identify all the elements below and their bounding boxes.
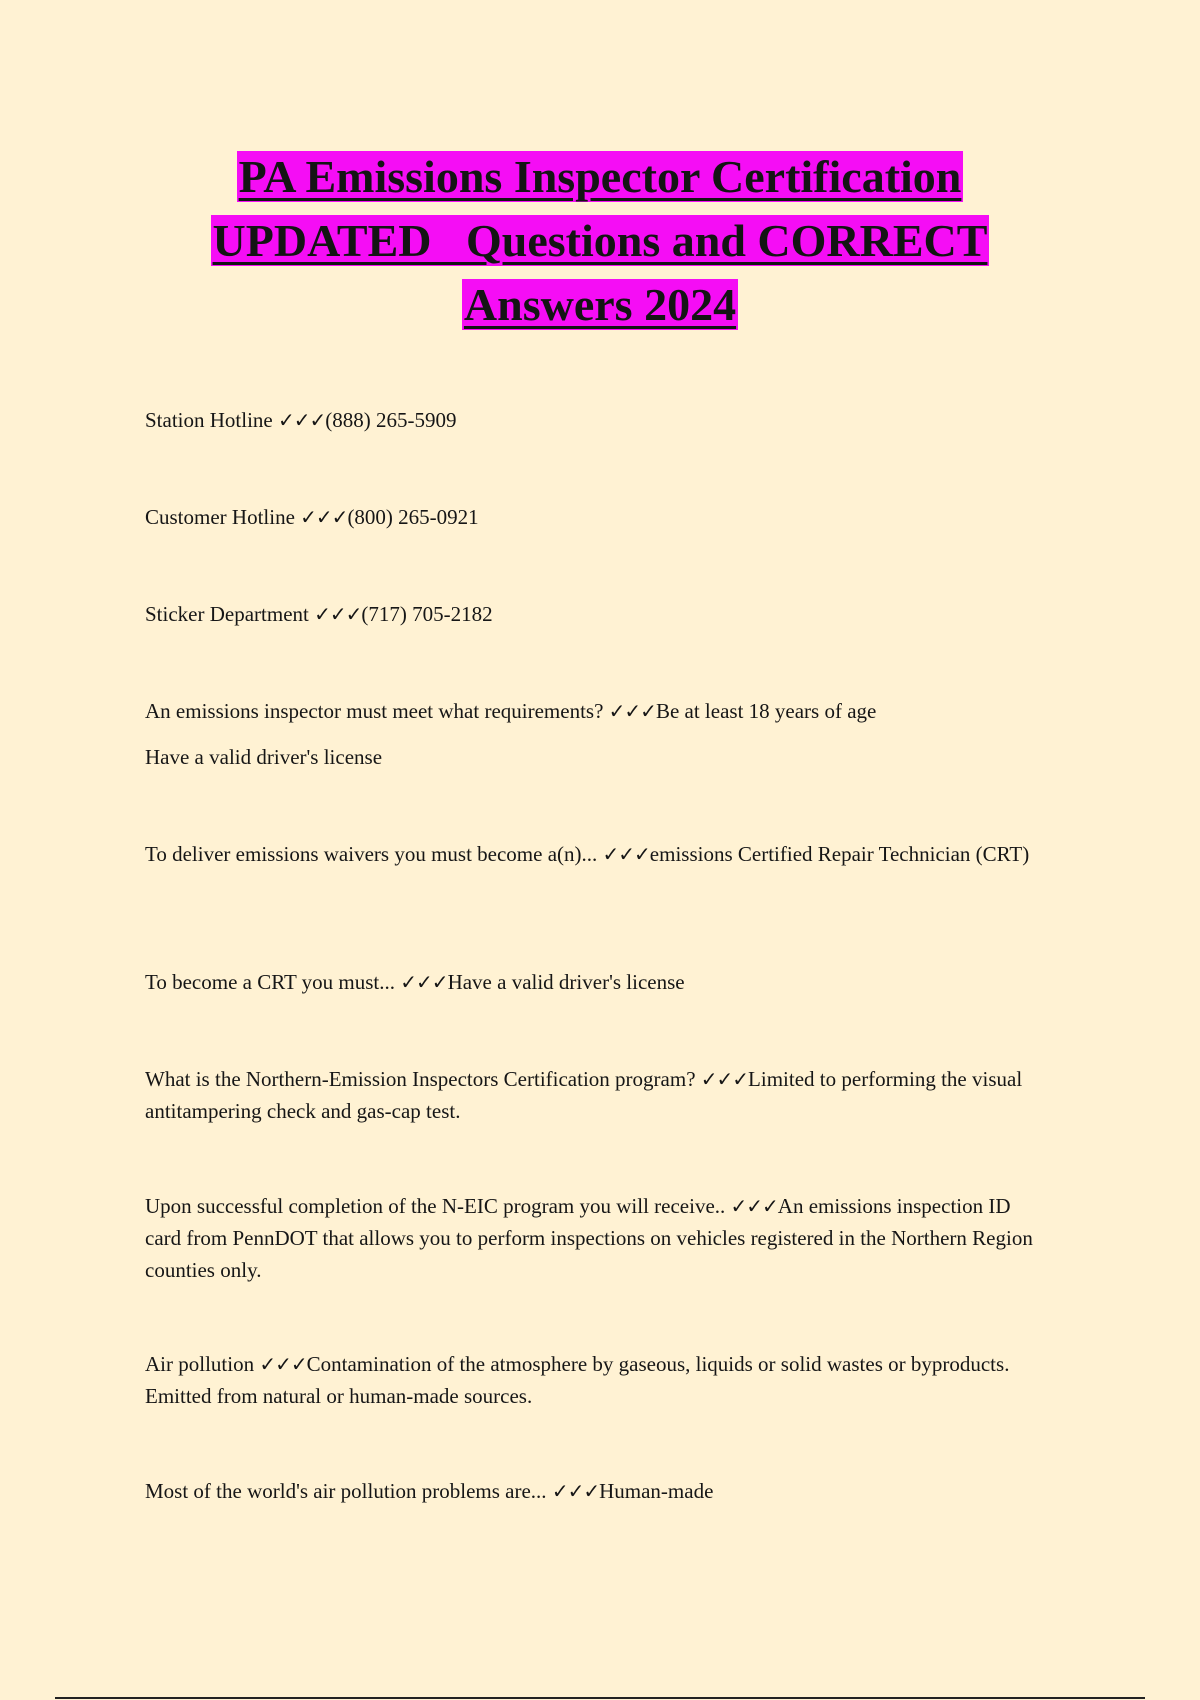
question-text: What is the Northern-Emission Inspectors Certification program? [145,1067,701,1091]
title-line-3: Answers 2024 [463,279,737,330]
check-mark-icon: ✓✓✓ [278,408,326,432]
answer-text: Limited to performing the visual antitampering check and gas-cap test. [145,1067,1023,1123]
bottom-divider [55,1697,1145,1699]
answer-text: (800) 265-0921 [347,505,479,529]
answer-extra-line: Have a valid driver's license [145,745,383,769]
check-mark-icon: ✓✓✓ [300,505,348,529]
qa-item-become-crt [145,966,1045,998]
question-text: Sticker Department [145,602,315,626]
answer-text: (717) 705-2182 [361,602,493,626]
answer-text: (888) 265-5909 [325,408,457,432]
question-text: Most of the world's air pollution problems are... [145,1479,552,1503]
title-line-2: UPDATED Questions and CORRECT [212,215,988,266]
answer-text: Human-made [599,1479,714,1503]
question-text: Customer Hotline [145,505,301,529]
qa-item-emissions-waivers [145,838,1045,870]
question-text: Upon successful completion of the N-EIC program you will receive.. [145,1194,731,1218]
question-text: To become a CRT you must... [145,970,401,994]
answer-text: Contamination of the atmosphere by gaseous, liquids or solid wastes or byproducts. Emitted from natural or human-made sources. [145,1352,1010,1408]
question-text: To deliver emissions waivers you must become a(n)... [145,842,603,866]
check-mark-icon: ✓✓✓ [602,842,650,866]
qa-item-sticker-department [145,598,1045,630]
check-mark-icon: ✓✓✓ [700,1067,749,1091]
qa-item-air-pollution [145,1348,1045,1412]
document-title [130,145,1070,337]
check-mark-icon: ✓✓✓ [608,699,656,723]
qa-item-air-pollution-sources [145,1475,1045,1507]
answer-text: An emissions inspection ID card from PennDOT that allows you to perform inspections on vehicles registered in the Northern Region counties only. [145,1194,1033,1282]
check-mark-icon: ✓✓✓ [314,602,362,626]
check-mark-icon: ✓✓✓ [400,970,448,994]
qa-item-customer-hotline [145,501,1045,533]
question-text: Air pollution [145,1352,260,1376]
check-mark-icon: ✓✓✓ [259,1352,307,1376]
answer-text: emissions Certified Repair Technician (CRT) [649,842,1030,866]
title-line-1: PA Emissions Inspector Certification [238,151,962,202]
answer-text: Have a valid driver's license [447,970,685,994]
qa-item-neic-completion [145,1190,1045,1286]
question-text: An emissions inspector must meet what requirements? [145,699,609,723]
qa-item-inspector-requirements [145,695,1045,773]
check-mark-icon: ✓✓✓ [730,1194,778,1218]
answer-text: Be at least 18 years of age [655,699,877,723]
check-mark-icon: ✓✓✓ [551,1479,600,1503]
qa-item-station-hotline [145,404,1045,436]
question-text: Station Hotline [145,408,278,432]
qa-item-neic-program [145,1063,1045,1127]
